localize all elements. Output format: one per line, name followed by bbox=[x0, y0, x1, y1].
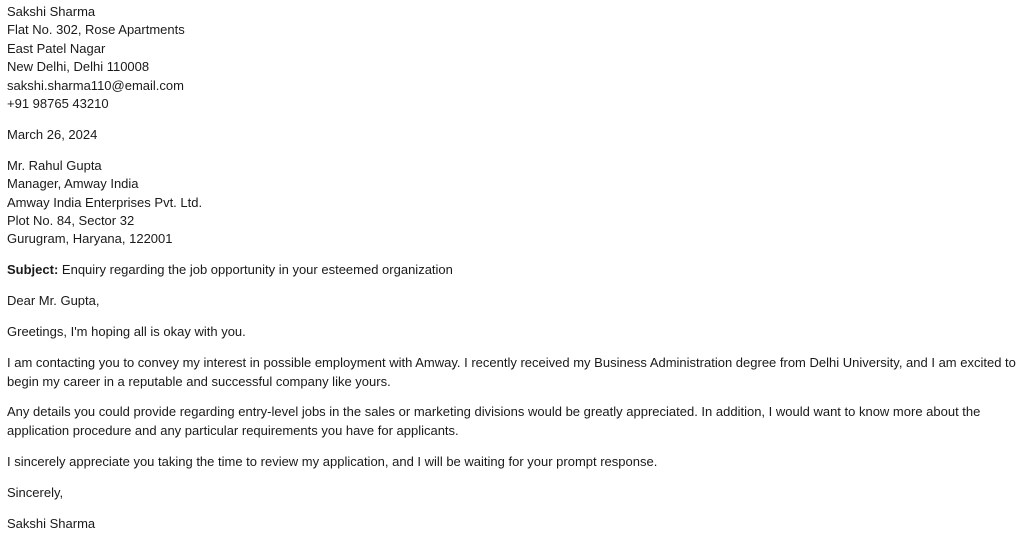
recipient-address-line2: Gurugram, Haryana, 122001 bbox=[7, 231, 173, 247]
closing: Sincerely, bbox=[7, 484, 64, 500]
body-paragraph-details: Any details you could provide regarding entry-level jobs in the sales or marketing divisions would be greatly appreciated. In addition, I would want to know more about the application procedure and any particular requirements you have for applicants. bbox=[7, 404, 981, 438]
sender-email: sakshi.sharma110@email.com bbox=[7, 77, 184, 93]
closing-block bbox=[7, 484, 1024, 502]
body-paragraph-interest: I am contacting you to convey my interest in possible employment with Amway. I recently received my Business Administration degree from Delhi University, and I am excited to begin my career in a reputable and successful company like yours. bbox=[7, 355, 1016, 389]
date-block bbox=[7, 126, 1024, 144]
signature-block bbox=[7, 515, 1024, 533]
body-paragraph-thanks: I sincerely appreciate you taking the time to review my application, and I will be waiting for your prompt response. bbox=[7, 453, 658, 469]
sender-block bbox=[7, 3, 1024, 113]
subject-label: Subject: bbox=[7, 262, 59, 278]
recipient-company: Amway India Enterprises Pvt. Ltd. bbox=[7, 194, 203, 210]
subject-line bbox=[7, 261, 1024, 279]
sender-address-line2: East Patel Nagar bbox=[7, 40, 106, 56]
subject-text: Enquiry regarding the job opportunity in your esteemed organization bbox=[61, 262, 453, 278]
salutation: Dear Mr. Gupta, bbox=[7, 293, 100, 309]
recipient-name: Mr. Rahul Gupta bbox=[7, 157, 102, 173]
recipient-address-line1: Plot No. 84, Sector 32 bbox=[7, 213, 135, 229]
letter-date: March 26, 2024 bbox=[7, 126, 98, 142]
recipient-title: Manager, Amway India bbox=[7, 176, 139, 192]
sender-phone: +91 98765 43210 bbox=[7, 96, 109, 112]
signature-name: Sakshi Sharma bbox=[7, 515, 96, 531]
salutation-block bbox=[7, 292, 1024, 310]
sender-address-line3: New Delhi, Delhi 110008 bbox=[7, 59, 150, 75]
recipient-block bbox=[7, 157, 1024, 249]
sender-address-line1: Flat No. 302, Rose Apartments bbox=[7, 22, 185, 38]
sender-name: Sakshi Sharma bbox=[7, 4, 96, 19]
body-paragraph-greeting: Greetings, I'm hoping all is okay with you. bbox=[7, 324, 246, 340]
